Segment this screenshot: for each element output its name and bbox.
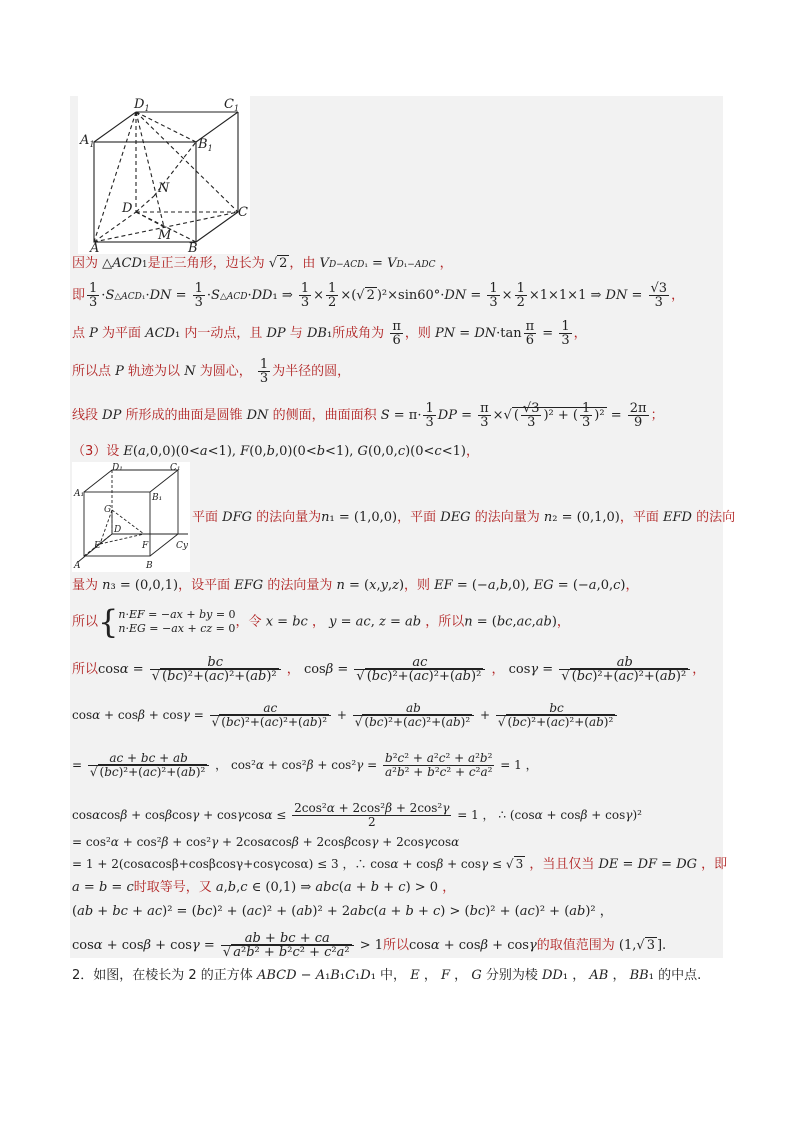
label-A: A bbox=[90, 241, 100, 254]
line-14: = cos²α + cos²β + cos²γ + 2cosαcosβ + 2cosβcosγ + 2cosγcosα bbox=[72, 835, 460, 849]
fig2-label-G: G bbox=[104, 505, 112, 515]
fig2-label-A: A bbox=[74, 561, 81, 571]
line-3: 点 P 为平面 ACD₁ 内一动点，且 DP 与 DB₁所成角为 $\frac{\pi}{6}$ ，则 PN = DN·tan $\frac{\pi}{6}$ = $\frac{1}{3}$ ， bbox=[72, 319, 587, 348]
label-B1: $B_1$ bbox=[198, 137, 213, 153]
fig2-label-B1: B₁ bbox=[152, 493, 163, 503]
line-4: 所以点 P 轨迹为以 N 为圆心， $\frac{1}{3}$ 为半径的圆， bbox=[72, 357, 351, 386]
line-6: （3）设 E(a,0,0)(0<a<1), F(0,b,0)(0<b<1), G(0,0,c)(0<c<1)， bbox=[72, 444, 479, 459]
label-D: D bbox=[122, 201, 133, 216]
label-D1: $D_1$ bbox=[134, 97, 150, 113]
line-5: 线段 DP 所形成的曲面是圆锥 DN 的侧面，曲面面积 S = π· $\frac{1}{3}$ DP = $\frac{\pi}{3}$ ×√ ( $\frac{√3}{3}$ )² + ( $\frac{1}{3}$ )² = $\frac{2\pi}{9}$ ； bbox=[72, 401, 664, 430]
line-7: 平面 DFG 的法向量为n₁ = (1,0,0)，平面 DEG 的法向量为 n₂ = (0,1,0)，平面 EFD 的法向 bbox=[192, 510, 736, 525]
line-19: 2．如图，在棱长为 2 的正方体 ABCD − A₁B₁C₁D₁ 中， E ， F ， G 分别为棱 DD₁ ， AB ， BB₁ 的中点. bbox=[72, 968, 702, 983]
line-11: cosα + cosβ + cosγ = $\frac{ac}{\text{√ (bc)²+(ac)²+(ab)²}}$ + $\frac{ab}{\text{√ (bc)²+(ac)²+(ab)²}}$ + $\frac{bc}{\text{√ (bc)²+(ac)²+(ab)²}}$ bbox=[72, 702, 619, 729]
line-17: (ab + bc + ac)² = (bc)² + (ac)² + (ab)² + 2abc(a + b + c) > (bc)² + (ac)² + (ab)² ， bbox=[72, 904, 613, 919]
line-13: cosαcosβ + cosβcosγ + cosγcosα ≤ $\frac{\text{2cos²α + 2cos²β + 2cos²γ}}{2}$ = 1 ， ∴ (cosα + cosβ + cosγ)² bbox=[72, 801, 642, 829]
fig2-label-Cy: Cy bbox=[176, 541, 188, 551]
line-10: 所以cosα = $\frac{bc}{\text{√ (bc)²+(ac)²+(ab)²}}$ ， cosβ = $\frac{ac}{\text{√ (bc)²+(ac)²+(ab)²}}$ ， cosγ = $\frac{ab}{\text{√ (bc)²+(ac)²+(ab)²}}$ ， bbox=[72, 655, 706, 684]
fig2-label-D: D bbox=[114, 525, 122, 535]
line-15: = 1 + 2(cosαcosβ+cosβcosγ+cosγcosα) ≤ 3 ，∴ cosα + cosβ + cosγ ≤ √ 3 ，当且仅当 DE = DF = DG ，即 bbox=[72, 857, 728, 872]
label-N: N bbox=[158, 181, 170, 196]
label-A1: $A_1$ bbox=[80, 133, 95, 149]
fig2-label-C1: C₁ bbox=[170, 463, 181, 473]
line-18: cosα + cosβ + cosγ = $\frac{ab + bc + ca}{\text{√ a²b² + b²c² + c²a²}}$ > 1所以cosα + cosβ + cosγ的取值范围为 (1,√ 3 ]. bbox=[72, 931, 667, 960]
fig2-label-A1: A₁ bbox=[74, 489, 85, 499]
cube-figure-1 bbox=[78, 96, 250, 254]
line-16: a = b = c时取等号，又 a,b,c ∈ (0,1) ⇒ abc(a + b + c) > 0 ， bbox=[72, 880, 456, 895]
label-M: M bbox=[158, 228, 172, 243]
line-1: 因为 △ACD1是正三角形，边长为 √ 2 ，由 VD−ACD₁ = VD₁−ADC ， bbox=[72, 256, 453, 271]
label-C1: $C_1$ bbox=[224, 97, 240, 113]
fig2-label-E: E bbox=[94, 541, 101, 551]
fig2-label-D1: D₁ bbox=[112, 463, 123, 473]
fig2-label-F: F bbox=[142, 541, 149, 551]
fig2-label-B: B bbox=[146, 561, 153, 571]
line-12: = $\frac{ac + bc + ab}{\text{√ (bc)²+(ac)²+(ab)²}}$ ， cos²α + cos²β + cos²γ = $\frac{\text{b²c² + a²c² + a²b²}}{\text{a²b² + b²c² + c²a²}}$ = 1 ， bbox=[72, 751, 538, 779]
cube-figure-2 bbox=[72, 462, 190, 572]
line-2: 即 $\frac{1}{3}$ ·S△ACD₁·DN = $\frac{1}{3}$ ·S△ACD·DD₁ ⇒ $\frac{1}{3}$ × $\frac{1}{2}$ ×(√ 2 )²×sin60°·DN = $\frac{1}{3}$ × $\frac{1}{2}$ ×1×1×1 ⇒ DN = $\frac{√3}{3}$ ， bbox=[72, 281, 685, 310]
line-9: 所以{ n·EF = −ax + by = 0 n·EG = −ax + cz = 0 ，令 x = bc ， y = ac, z = ab ，所以n = (bc,ac,ab)， bbox=[72, 603, 570, 641]
line-8: 量为 n₃ = (0,0,1)，设平面 EFG 的法向量为 n = (x,y,z)，则 EF = (−a,b,0), EG = (−a,0,c)， bbox=[72, 578, 639, 593]
label-B: B bbox=[188, 241, 198, 254]
label-C: C bbox=[238, 205, 248, 220]
